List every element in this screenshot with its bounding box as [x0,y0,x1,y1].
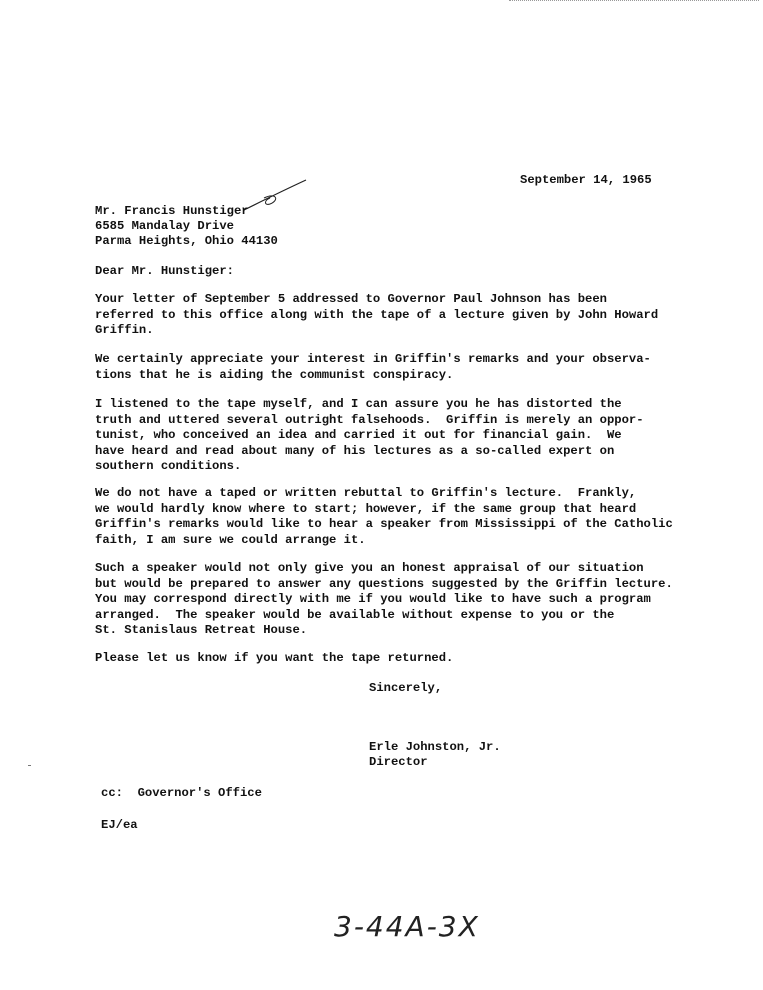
paragraph-2 [95,352,651,383]
paragraph-3 [95,397,644,475]
paragraph-line: faith, I am sure we could arrange it. [95,532,366,547]
paragraph-line: St. Stanislaus Retreat House. [95,623,308,637]
paragraph-line: we would hardly know where to start; however, if the same group that heard [95,501,637,516]
paragraph-4 [95,486,673,548]
paragraph-line: We do not have a taped or written rebuttal to Griffin's lecture. Frankly, [95,486,637,500]
cc-line: cc: Governor's Office [101,786,262,800]
paragraph-line: We certainly appreciate your interest in Griffin's remarks and your observa- [95,352,651,366]
paragraph-line: I listened to the tape myself, and I can assure you he has distorted the [95,397,622,411]
paragraph-line: tunist, who conceived an idea and carried it out for financial gain. We [95,428,622,442]
paragraph-line: but would be prepared to answer any questions suggested by the Griffin lecture. [95,576,673,591]
paragraph-line: arranged. The speaker would be available without expense to you or the [95,607,615,622]
paragraph-line: Your letter of September 5 addressed to Governor Paul Johnson has been [95,292,607,306]
paragraph-line: Please let us know if you want the tape returned. [95,651,454,665]
signer-title: Director [369,755,428,769]
paragraph-line: have heard and read about many of his lectures as a so-called expert on [95,443,615,458]
recipient-city: Parma Heights, Ohio 44130 [95,234,278,248]
pen-check-mark [240,176,310,216]
paragraph-line: You may correspond directly with me if you would like to have such a program [95,592,651,606]
signer-name: Erle Johnston, Jr. [369,740,501,754]
paragraph-line: Such a speaker would not only give you an honest appraisal of our situation [95,561,644,575]
recipient-street: 6585 Mandalay Drive [95,219,234,233]
top-edge-dots [509,0,759,3]
paragraph-6 [95,651,453,667]
scan-speck [28,765,31,766]
typist-initials: EJ/ea [101,818,138,832]
paragraph-1 [95,292,658,339]
paragraph-line: Griffin. [95,323,154,337]
handwritten-file-code: 3-44A-3X [334,910,480,943]
salutation: Dear Mr. Hunstiger: [95,264,234,278]
paragraph-line: tions that he is aiding the communist conspiracy. [95,367,454,382]
paragraph-5 [95,561,673,639]
recipient-name: Mr. Francis Hunstiger [95,204,249,218]
paragraph-line: truth and uttered several outright falsehoods. Griffin is merely an oppor- [95,412,644,427]
closing: Sincerely, [369,681,443,695]
letter-date: September 14, 1965 [520,173,652,187]
paragraph-line: southern conditions. [95,459,242,473]
paragraph-line: referred to this office along with the tape of a lecture given by John Howard [95,307,659,322]
paragraph-line: Griffin's remarks would like to hear a speaker from Mississippi of the Catholic [95,517,673,531]
